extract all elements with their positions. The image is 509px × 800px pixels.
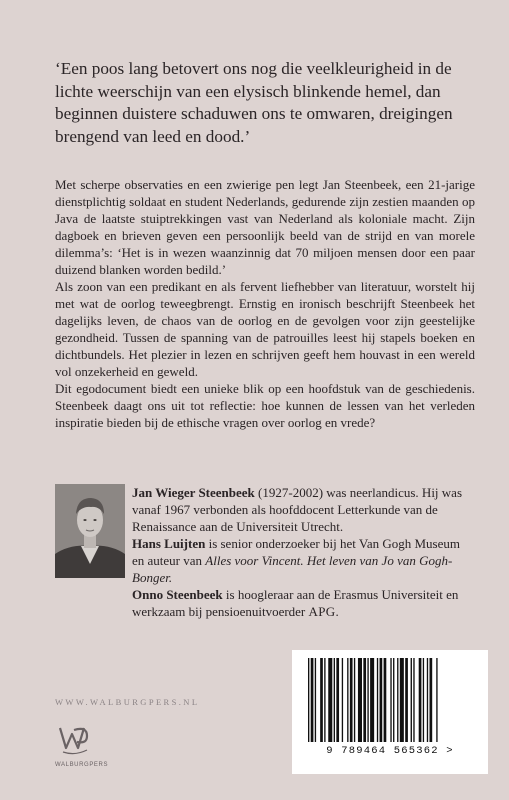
organization-abbr: APG [308,604,336,619]
barcode-bar [413,658,414,742]
publisher-logo-text: WALBURGPERS [55,762,109,768]
barcode-bar [400,658,404,742]
barcode-bar [315,658,316,742]
blurb-paragraph-3: Dit egodocument biedt een unieke blik op een hoofdstuk van de geschiedenis. Steenbeek daagt ons uit tot reflectie: hoe kunnen de lessen van het verleden inspiratie bieden bij de ethische vragen over oorlog en vrede? [55,381,475,430]
bio-name: Onno Steenbeek [132,587,223,602]
book-title: Alles voor Vincent. Het leven van Jo van Gogh-Bonger. [132,553,453,585]
barcode-bar [436,658,437,742]
barcode-bar [354,658,355,742]
barcode-bar [308,658,309,742]
barcode-bar [336,658,339,742]
barcode-bar [377,658,378,742]
barcode-bar [427,658,428,742]
author-bios [132,484,472,620]
barcode-bar [411,658,412,742]
bio-text: (1927-2002) was neerlandicus. Hij was vanaf 1967 verbonden als hoofddocent Letterkunde van de Renaissance aan de Universiteit Utrecht. [132,485,463,534]
isbn-digits: 9 789464 565362 > [326,745,454,757]
quote-text: ‘Een poos lang betovert ons nog die veelkleurigheid in de lichte weerschijn van een elysisch blinkende hemel, dan beginnen duistere schaduwen ons te omwaren, dreigingen brengend van leed en dood.’ [55,59,453,146]
bio-text-end: . [335,604,339,619]
bio-text: is hoogleraar aan de Erasmus Universiteit en werkzaam bij pensioenuitvoerder [132,587,459,619]
bio-text: is senior onderzoeker bij het Van Gogh Museum en auteur van [132,536,460,568]
barcode-bar [350,658,353,742]
back-cover-quote [55,58,475,148]
publisher-website: WWW.WALBURGPERS.NL [55,697,200,707]
blurb-paragraph-2: Als zoon van een predikant en als fervent liefhebber van literatuur, worstelt hij met wat de oorlog teweegbrengt. Ernstig en ironisch beschrijft Steenbeek het dagelijks leven, de chaos van de oorlog en de gevolgen voor zijn geestelijke gezondheid. Tussen de spanning van de patrouilles leest hij stapels boeken en dichtbundels. Het plezier in lezen en schrijven geeft hem houvast in een wereld vol onzekerheid en geweld. [55,279,475,379]
bio-name: Hans Luijten [132,536,206,551]
barcode-bar [363,658,366,742]
barcode-bar [334,658,335,742]
barcode-bar [320,658,323,742]
barcode-bar [380,658,383,742]
barcode-bars [292,650,488,745]
barcode-bar [419,658,422,742]
barcode-bar [370,658,374,742]
blurb [55,176,475,431]
barcode-bar [342,658,343,742]
barcode-bar [358,658,362,742]
walburgpers-logo-icon [57,722,93,756]
barcode-bar [430,658,433,742]
bio-name: Jan Wieger Steenbeek [132,485,255,500]
barcode-bar [328,658,332,742]
barcode-bar [384,658,387,742]
bio-jan-wieger-steenbeek [132,484,472,535]
barcode-bar [423,658,424,742]
blurb-paragraph-1: Met scherpe observaties en een zwierige pen legt Jan Steenbeek, een 21-jarige dienstplichtig soldaat en student Nederlands, gedurende zijn zestien maanden op Java de laatste stuiptrekkingen vast van Nederland als koloniale macht. Zijn dagboek en brieven geven een persoonlijk beeld van de strijd en van morele dilemma’s: ‘Het is in wezen waanzinnig dat 70 miljoen mensen door een paar duizend blanken worden bedild.’ [55,177,475,277]
barcode-bar [347,658,348,742]
barcode-bar [405,658,408,742]
isbn-barcode [292,650,488,774]
barcode-bar [324,658,325,742]
author-photo [55,484,125,578]
barcode-bar [397,658,398,742]
bio-onno-steenbeek [132,586,472,620]
barcode-bar [367,658,368,742]
barcode-bar [311,658,314,742]
barcode-bar [390,658,391,742]
bio-hans-luijten [132,535,472,586]
publisher-logo [55,722,109,772]
barcode-bar [393,658,394,742]
